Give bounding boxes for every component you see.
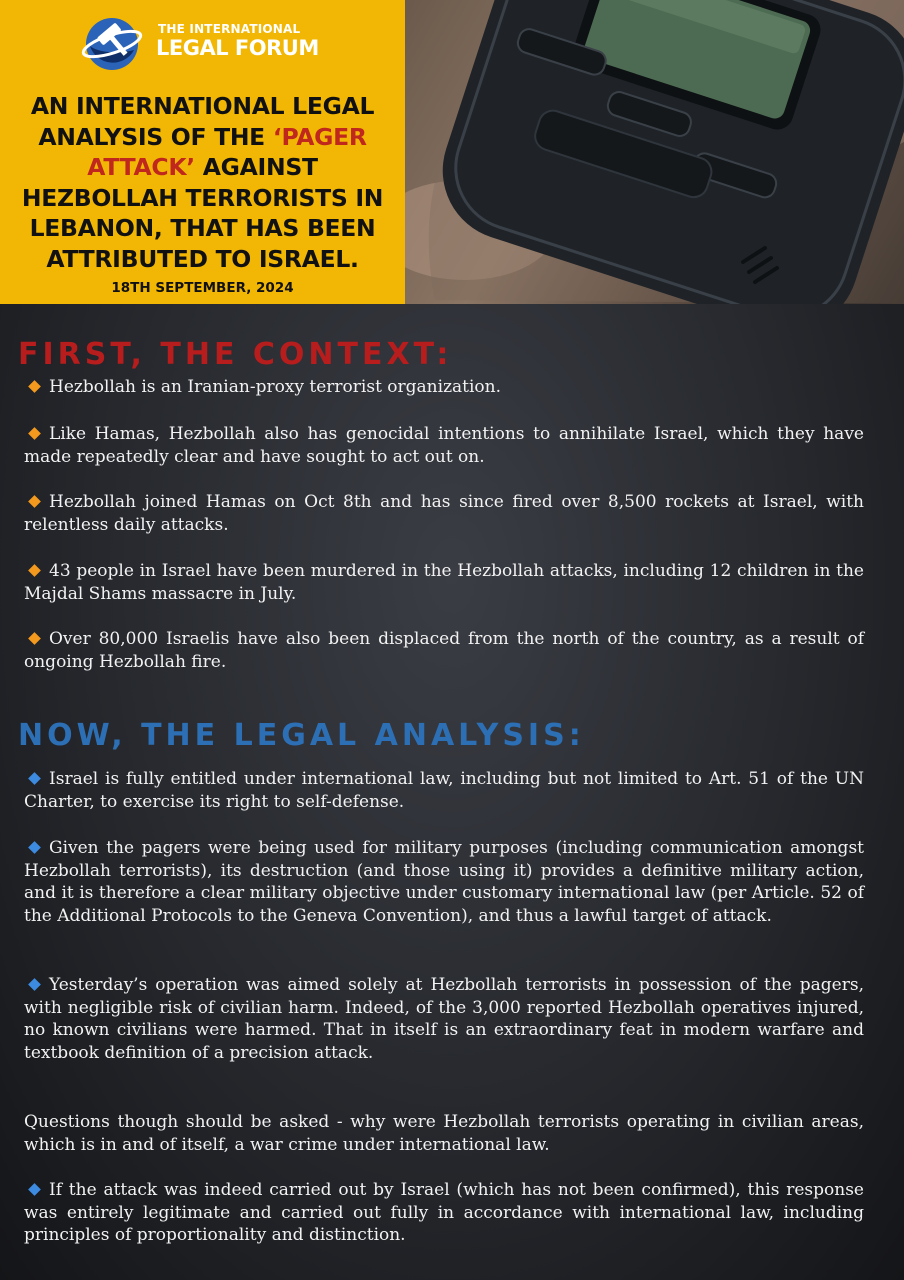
logo-line-2: LEGAL FORUM: [156, 36, 319, 60]
headline-highlight: ‘PAGER ATTACK’: [87, 122, 367, 181]
bullet-icon: [28, 495, 41, 508]
bullet-icon: [28, 427, 41, 440]
legal-item: Israel is fully entitled under international law, including but not limited to Art. 51 of the UN Charter, to exercise its right to self-defense.: [24, 769, 864, 812]
headline: [10, 91, 395, 274]
legal-analysis-title: NOW, THE LEGAL ANALYSIS:: [18, 718, 585, 753]
legal-item: Questions though should be asked - why were Hezbollah terrorists operating in civilian areas, which is in and of itself, a war crime under international law.: [24, 1112, 864, 1155]
bullet-icon: [28, 772, 41, 785]
title-panel: [0, 0, 405, 304]
logo: [80, 12, 320, 72]
logo-line-1: THE INTERNATIONAL: [158, 22, 301, 36]
bullet-icon: [28, 841, 41, 854]
bullet-icon: [28, 1183, 41, 1196]
pager-photo: [405, 0, 904, 304]
bullet-icon: [28, 978, 41, 991]
legal-item: If the attack was indeed carried out by Israel (which has not been confirmed), this response was entirely legitimate and carried out fully in accordance with international law, including principles of proportionality and distinction.: [24, 1180, 864, 1245]
headline-part-1: AN INTERNATIONAL LEGAL ANALYSIS OF THE: [30, 92, 375, 151]
legal-item: Given the pagers were being used for military purposes (including communication amongst Hezbollah terrorists), its destruction (and those using it) provides a definitive military action, and it is therefore a clear military objective under customary international law (per Article. 52 of the Additional Protocols to the Geneva Convention), and thus a lawful target of attack.: [24, 838, 864, 926]
bullet-icon: [28, 564, 41, 577]
header: [0, 0, 904, 304]
gavel-globe-icon: [80, 12, 146, 72]
legal-item: Yesterday’s operation was aimed solely at Hezbollah terrorists in possession of the pagers, with negligible risk of civilian harm. Indeed, of the 3,000 reported Hezbollah operatives injured, no known civilians were harmed. That in itself is an extraordinary feat in modern warfare and textbook definition of a precision attack.: [24, 975, 864, 1063]
context-item: Over 80,000 Israelis have also been displaced from the north of the country, as a result of ongoing Hezbollah fire.: [24, 629, 864, 672]
context-item: Like Hamas, Hezbollah also has genocidal intentions to annihilate Israel, which they have made repeatedly clear and have sought to act out on.: [24, 424, 864, 467]
pager-illustration: [405, 0, 904, 304]
publication-date: 18TH SEPTEMBER, 2024: [111, 280, 294, 296]
context-item: Hezbollah joined Hamas on Oct 8th and has since fired over 8,500 rockets at Israel, with relentless daily attacks.: [24, 492, 864, 535]
context-item: 43 people in Israel have been murdered in the Hezbollah attacks, including 12 children in the Majdal Shams massacre in July.: [24, 561, 864, 604]
content: [0, 304, 904, 1280]
context-title: FIRST, THE CONTEXT:: [18, 337, 453, 372]
bullet-icon: [28, 632, 41, 645]
context-item: Hezbollah is an Iranian-proxy terrorist organization.: [24, 376, 864, 399]
headline-part-2: AGAINST HEZBOLLAH TERRORISTS IN LEBANON, THAT HAS BEEN ATTRIBUTED TO ISRAEL.: [21, 153, 384, 273]
bullet-icon: [28, 380, 41, 393]
